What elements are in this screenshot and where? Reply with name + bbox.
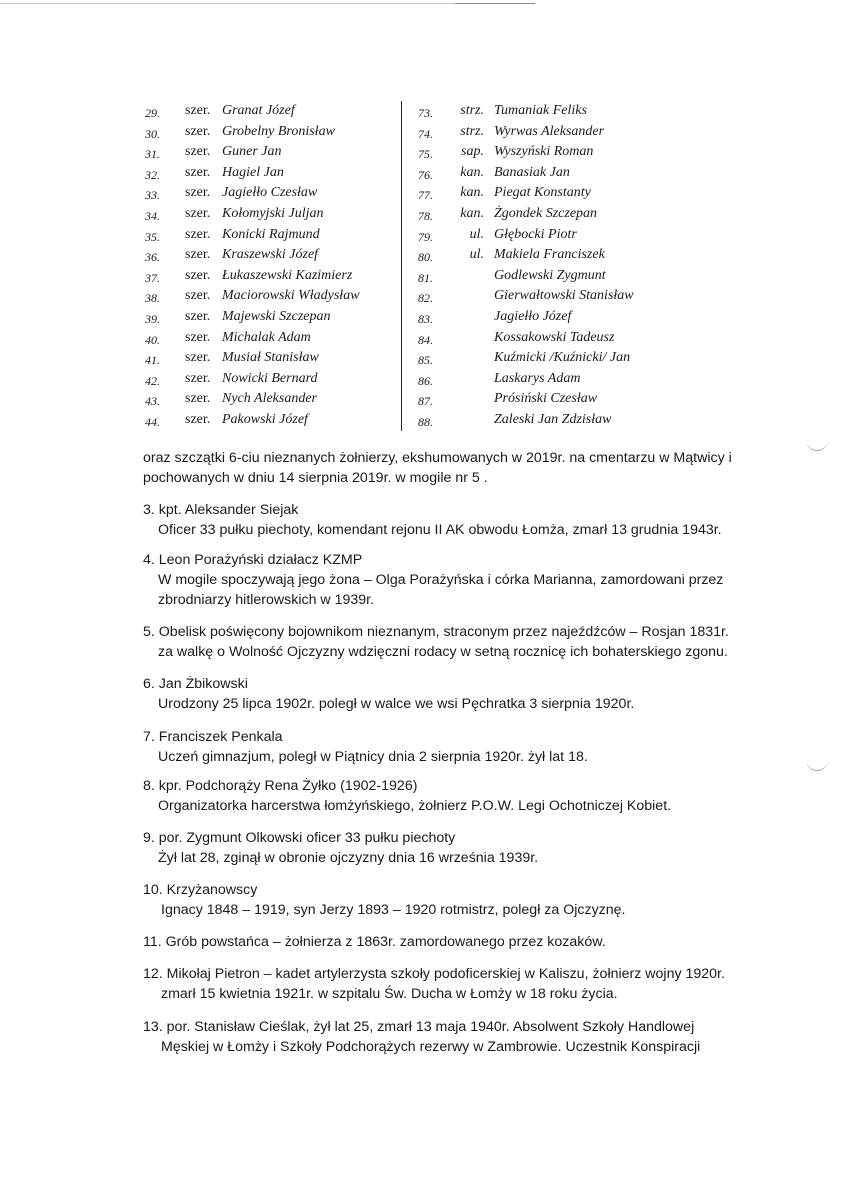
roster-row <box>145 389 400 410</box>
roster-name: Granat Józef <box>222 103 295 118</box>
roster-number: 41. <box>145 353 160 368</box>
roster-rank: szer. <box>185 350 211 366</box>
roster-rank: szer. <box>185 308 211 324</box>
roster-number: 40. <box>145 332 160 347</box>
list-item <box>143 880 783 920</box>
item-body: Organizatorka harcerstwa łomżyńskiego, żołnierz P.O.W. Legi Ochotniczej Kobiet. <box>158 798 672 814</box>
roster-number: 88. <box>418 414 433 429</box>
roster-name: Michalak Adam <box>222 329 311 345</box>
roster-number: 75. <box>418 147 433 162</box>
roster-rank: ul. <box>469 226 484 242</box>
roster-row <box>145 163 400 184</box>
roster-row <box>418 183 678 204</box>
roster-row <box>418 328 678 349</box>
roster-number: 82. <box>418 291 433 306</box>
roster-rank: szer. <box>185 370 211 386</box>
roster-rank: kan. <box>460 164 484 180</box>
column-divider <box>401 101 402 431</box>
roster-name: Laskarys Adam <box>494 370 581 386</box>
item-heading: 7. Franciszek Penkala <box>143 729 283 745</box>
roster-number: 33. <box>145 188 160 203</box>
roster-number: 34. <box>145 208 160 223</box>
roster-row <box>145 204 400 225</box>
roster-right-column <box>418 101 678 431</box>
roster-number: 38. <box>145 291 160 306</box>
roster-row <box>418 204 678 225</box>
roster-number: 78. <box>418 208 433 223</box>
roster-name: Wyrwas Aleksander <box>494 123 605 139</box>
roster-name: Nych Aleksander <box>222 391 317 407</box>
roster-number: 42. <box>145 373 160 388</box>
roster-name: Żgondek Szczepan <box>494 205 598 221</box>
roster-name: Jagiełło Józef <box>494 308 572 324</box>
roster-row <box>418 101 678 122</box>
roster-number: 85. <box>418 353 433 368</box>
roster-row <box>418 122 678 143</box>
roster-row <box>418 245 678 266</box>
list-item <box>143 776 783 816</box>
roster-name: Piegat Konstanty <box>494 185 591 201</box>
roster-rank: szer. <box>185 411 211 427</box>
roster-number: 87. <box>418 394 433 409</box>
roster-rank: szer. <box>185 164 211 180</box>
roster-rank: szer. <box>185 185 211 201</box>
roster-number: 84. <box>418 332 433 347</box>
roster-number: 73. <box>418 106 433 120</box>
list-item <box>143 1017 783 1057</box>
item-body: W mogile spoczywają jego żona – Olga Porażyńska i córka Marianna, zamordowani przez zbrodniarzy hitlerowskich w 1939r. <box>158 572 724 608</box>
roster-rank: strz. <box>460 103 484 118</box>
roster-row <box>145 245 400 266</box>
roster-rank: szer. <box>185 247 211 263</box>
item-heading: 11. Grób powstańca – żołnierza z 1863r. zamordowanego przez kozaków. <box>143 934 606 950</box>
roster-number: 29. <box>145 106 160 120</box>
roster-number: 86. <box>418 373 433 388</box>
item-body: Ignacy 1848 – 1919, syn Jerzy 1893 – 1920 rotmistrz, poległ za Ojczyznę. <box>161 902 626 918</box>
item-body: Oficer 33 pułku piechoty, komendant rejonu II AK obwodu Łomża, zmarł 13 grudnia 1943r. <box>158 522 722 538</box>
roster-left-column <box>145 101 400 431</box>
roster-rank: sap. <box>461 144 484 160</box>
roster-row <box>418 163 678 184</box>
roster-name: Nowicki Bernard <box>222 370 318 386</box>
item-heading: 9. por. Zygmunt Olkowski oficer 33 pułku piechoty <box>143 830 456 846</box>
roster-rank: szer. <box>185 288 211 304</box>
roster-row <box>145 348 400 369</box>
item-heading: 8. kpr. Podchorąży Rena Żyłko (1902-1926) <box>143 778 418 794</box>
roster-number: 77. <box>418 188 433 203</box>
item-body: za walkę o Wolność Ojczyzny wdzięczni rodacy w setną rocznicę ich bohaterskiego zgonu. <box>158 644 728 660</box>
item-body: Żył lat 28, zginął w obronie ojczyzny dnia 16 września 1939r. <box>158 850 539 866</box>
roster-name: Hagiel Jan <box>222 164 284 180</box>
roster-name: Godlewski Zygmunt <box>494 267 606 283</box>
roster-number: 30. <box>145 126 160 141</box>
roster-number: 31. <box>145 147 160 162</box>
roster-rank: szer. <box>185 391 211 407</box>
roster-row <box>145 266 400 287</box>
roster-row <box>145 410 400 431</box>
roster-number: 44. <box>145 414 160 429</box>
item-heading: 5. Obelisk poświęcony bojownikom nieznanym, straconym przez najeźdźców – Rosjan 1831r. <box>143 624 729 640</box>
roster-row <box>418 142 678 163</box>
roster-name: Gierwałtowski Stanisław <box>494 288 634 304</box>
item-heading: 4. Leon Porażyński działacz KZMP <box>143 552 363 568</box>
roster-name: Guner Jan <box>222 144 282 160</box>
roster-number: 43. <box>145 394 160 409</box>
roster-rank: kan. <box>460 205 484 221</box>
roster-row <box>145 328 400 349</box>
roster-row <box>145 142 400 163</box>
roster-name: Kossakowski Tadeusz <box>494 329 615 345</box>
item-heading: 13. por. Stanisław Cieślak, żył lat 25, zmarł 13 maja 1940r. Absolwent Szkoły Handlowej <box>143 1019 695 1035</box>
intro-paragraph: oraz szczątki 6-ciu nieznanych żołnierzy, ekshumowanych w 2019r. na cmentarzu w Mątwicy i pochowanych w dniu 14 sierpnia 2019r. w mogile nr 5 . <box>143 450 732 486</box>
roster-name: Maciorowski Władysław <box>222 288 360 304</box>
roster-name: Prósiński Czesław <box>494 391 598 407</box>
roster-number: 32. <box>145 167 160 182</box>
roster-number: 83. <box>418 311 433 326</box>
roster-number: 74. <box>418 126 433 141</box>
list-item <box>143 622 783 662</box>
roster-rank: kan. <box>460 185 484 201</box>
item-body: Urodzony 25 lipca 1902r. poległ w walce we wsi Pęchratka 3 sierpnia 1920r. <box>158 696 635 712</box>
list-item <box>143 828 783 868</box>
roster-row <box>418 369 678 390</box>
roster-name: Kołomyjski Juljan <box>222 205 324 221</box>
roster-row <box>418 225 678 246</box>
roster-number: 80. <box>418 250 433 265</box>
roster-row <box>418 307 678 328</box>
roster-name: Banasiak Jan <box>494 164 570 180</box>
list-item <box>143 674 783 714</box>
item-heading: 6. Jan Żbikowski <box>143 676 248 692</box>
roster-name: Tumaniak Feliks <box>494 103 587 118</box>
roster-row <box>145 307 400 328</box>
roster-name: Musiał Stanisław <box>222 350 319 366</box>
roster-number: 35. <box>145 229 160 244</box>
roster-row <box>145 225 400 246</box>
roster-number: 37. <box>145 270 160 285</box>
roster-name: Łukaszewski Kazimierz <box>222 267 353 283</box>
soldier-roster <box>0 101 844 433</box>
roster-rank: strz. <box>460 123 484 139</box>
roster-name: Kraszewski Józef <box>222 247 319 263</box>
roster-rank: szer. <box>185 329 211 345</box>
item-body: Męskiej w Łomży i Szkoły Podchorążych rezerwy w Zambrowie. Uczestnik Konspiracji <box>161 1039 701 1055</box>
roster-rank: szer. <box>185 123 211 139</box>
roster-rank: szer. <box>185 205 211 221</box>
roster-name: Zaleski Jan Zdzisław <box>494 411 612 427</box>
roster-name: Konicki Rajmund <box>222 226 320 242</box>
scan-mark <box>806 440 828 451</box>
item-heading: 3. kpt. Aleksander Siejak <box>143 502 299 518</box>
roster-row <box>145 183 400 204</box>
roster-row <box>145 101 400 122</box>
roster-row <box>145 122 400 143</box>
roster-name: Kuźmicki /Kuźnicki/ Jan <box>494 350 631 366</box>
list-item <box>143 550 783 610</box>
roster-row <box>418 389 678 410</box>
list-item <box>143 500 783 540</box>
list-item <box>143 964 783 1004</box>
item-body: zmarł 15 kwietnia 1921r. w szpitalu Św. Ducha w Łomży w 18 roku życia. <box>161 986 618 1002</box>
roster-row <box>145 369 400 390</box>
item-heading: 12. Mikołaj Pietron – kadet artylerzysta szkoły podoficerskiej w Kaliszu, żołnierz wojny 1920r. <box>143 966 725 982</box>
roster-number: 79. <box>418 229 433 244</box>
roster-name: Głębocki Piotr <box>494 226 577 242</box>
roster-rank: szer. <box>185 144 211 160</box>
list-item <box>143 727 783 767</box>
roster-row <box>418 410 678 431</box>
roster-row <box>418 266 678 287</box>
roster-name: Makiela Franciszek <box>494 247 605 263</box>
scan-mark <box>806 760 828 771</box>
roster-rank: ul. <box>469 247 484 263</box>
roster-name: Jagiełło Czesław <box>222 185 318 201</box>
top-rule-accent <box>455 3 535 4</box>
roster-name: Grobelny Bronisław <box>222 123 335 139</box>
roster-rank: szer. <box>185 267 211 283</box>
roster-name: Majewski Szczepan <box>222 308 331 324</box>
roster-number: 39. <box>145 311 160 326</box>
roster-name: Wyszyński Roman <box>494 144 594 160</box>
list-item <box>143 932 783 952</box>
item-body: Uczeń gimnazjum, poległ w Piątnicy dnia 2 sierpnia 1920r. żył lat 18. <box>158 749 588 765</box>
roster-number: 81. <box>418 270 433 285</box>
roster-rank: szer. <box>185 103 211 118</box>
roster-rank: szer. <box>185 226 211 242</box>
item-heading: 10. Krzyżanowscy <box>143 882 258 898</box>
roster-row <box>418 286 678 307</box>
roster-number: 76. <box>418 167 433 182</box>
roster-row <box>418 348 678 369</box>
roster-number: 36. <box>145 250 160 265</box>
roster-name: Pakowski Józef <box>222 411 308 427</box>
roster-row <box>145 286 400 307</box>
